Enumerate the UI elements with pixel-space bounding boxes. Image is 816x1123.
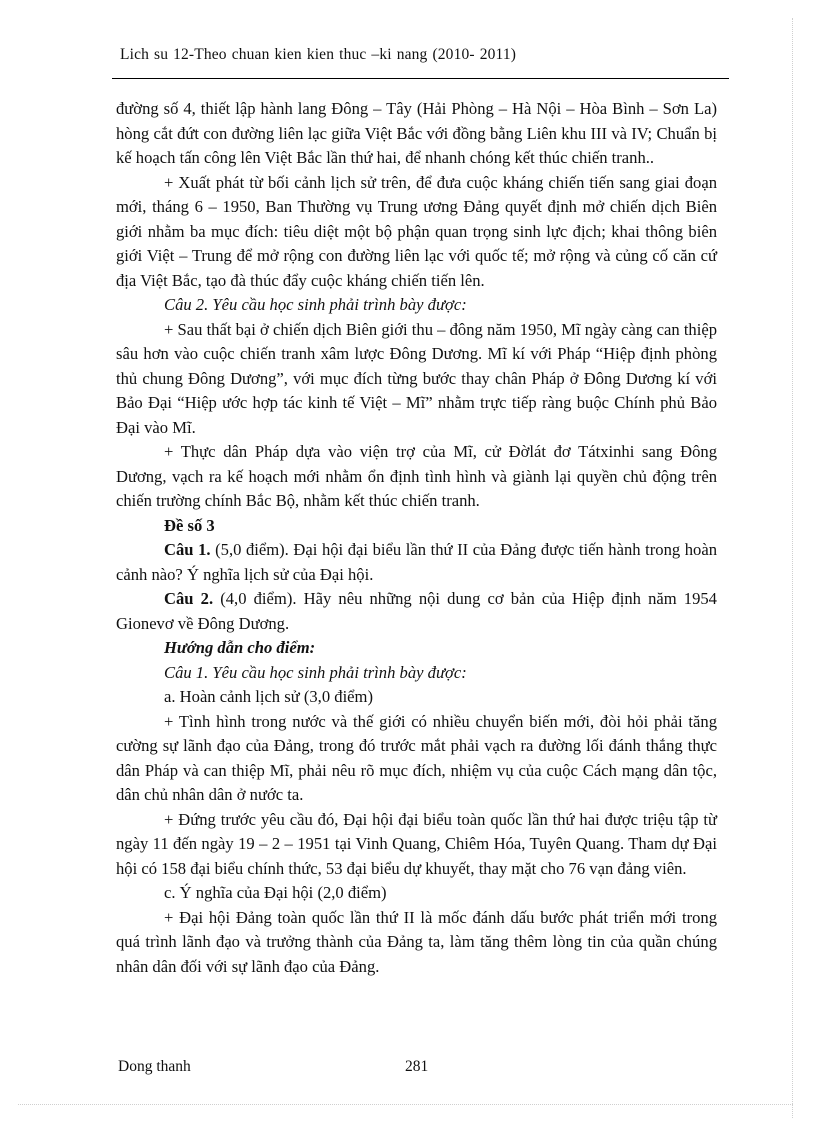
- question-text: (4,0 điểm). Hãy nêu những nội dung cơ bản của Hiệp định năm 1954 Gionevơ về Đông Dương.: [116, 589, 717, 633]
- page-frame-bottom: [18, 1104, 793, 1105]
- exam-3-question-1: [116, 538, 717, 587]
- paragraph-1: đường số 4, thiết lập hành lang Đông – Tây (Hải Phòng – Hà Nội – Hòa Bình – Sơn La) hòng cắt đứt con đường liên lạc giữa Việt Bắc với đồng bằng Liên khu III và IV; Chuẩn bị kế hoạch tấn công lên Việt Bắc lần thứ hai, để nhanh chóng kết thúc chiến tranh..: [116, 99, 717, 167]
- exam-3-heading: Đề số 3: [164, 515, 215, 535]
- question-2-heading: Câu 2. Yêu cầu học sinh phải trình bày được:: [164, 295, 467, 314]
- paragraph-4: + Sau thất bại ở chiến dịch Biên giới thu – đông năm 1950, Mĩ ngày càng can thiệp sâu hơn vào cuộc chiến tranh xâm lược Đông Dương. Mĩ kí với Pháp “Hiệp định phòng thủ chung Đông Dương”, với mục đích từng bước thay chân Pháp ở Đông Dương kí với Bảo Đại “Hiệp ước hợp tác kinh tế Việt – Mĩ” nhằm trực tiếp ràng buộc Chính phủ Bảo Đại vào Mĩ.: [116, 319, 717, 437]
- footer-author: Dong thanh: [118, 1058, 191, 1075]
- paragraph-13: + Đứng trước yêu cầu đó, Đại hội đại biểu toàn quốc lần thứ hai được triệu tập từ ngày 11 đến ngày 19 – 2 – 1951 tại Vinh Quang, Chiêm Hóa, Tuyên Quang. Tham dự Đại hội có 158 đại biểu chính thức, 53 đại biểu dự khuyết, thay mặt cho 76 vạn đảng viên.: [116, 809, 717, 878]
- running-header: Lich su 12-Theo chuan kien kien thuc –ki nang (2010- 2011): [120, 46, 517, 63]
- question-label: Câu 2.: [164, 589, 214, 608]
- paragraph-15: + Đại hội Đảng toàn quốc lần thứ II là mốc đánh dấu bước phát triển mới trong quá trình lãnh đạo và trưởng thành của Đảng ta, làm tăng thêm lòng tin của quần chúng nhân dân đối với sự lãnh đạo của Đảng.: [116, 907, 717, 976]
- question-text: (5,0 điểm). Đại hội đại biểu lần thứ II của Đảng được tiến hành trong hoàn cảnh nào? Ý nghĩa lịch sử của Đại hội.: [116, 540, 718, 584]
- question-1-heading: Câu 1. Yêu cầu học sinh phải trình bày được:: [164, 662, 467, 682]
- page-number: 281: [405, 1058, 429, 1075]
- page-frame-right: [792, 18, 793, 1118]
- section-a-heading: a. Hoàn cảnh lịch sử (3,0 điểm): [164, 687, 373, 706]
- paragraph-2: + Xuất phát từ bối cảnh lịch sử trên, để đưa cuộc kháng chiến tiến sang giai đoạn mới, tháng 6 – 1950, Ban Thường vụ Trung ương Đảng quyết định mở chiến dịch Biên giới nhằm ba mục đích: tiêu diệt một bộ phận quan trọng sinh lực địch; khai thông biên giới Việt – Trung để mở rộng con đường liên lạc với quốc tế; mở rộng và củng cố căn cứ địa Việt Bắc, tạo đà thúc đẩy cuộc kháng chiến tiến lên.: [116, 172, 717, 290]
- page-body: [116, 97, 717, 979]
- question-label: Câu 1.: [164, 540, 211, 559]
- grading-guide-heading: Hướng dẫn cho điểm:: [164, 638, 316, 657]
- exam-3-question-2: [116, 587, 717, 636]
- paragraph-5: + Thực dân Pháp dựa vào viện trợ của Mĩ, cử Đờlát đơ Tátxinhi sang Đông Dương, vạch ra kế hoạch mới nhằm ổn định tình hình và giành lại quyền chủ động trên chiến trường chính Bắc Bộ, nhằm kết thúc chiến tranh.: [116, 442, 717, 510]
- section-c-heading: c. Ý nghĩa của Đại hội (2,0 điểm): [164, 883, 387, 902]
- header-rule: [112, 78, 729, 79]
- paragraph-12: + Tình hình trong nước và thế giới có nhiều chuyển biến mới, đòi hỏi phải tăng cường sự lãnh đạo của Đảng, trong đó trước mắt phải vạch ra đường lối đánh thắng thực dân Pháp và can thiệp Mĩ, phải nêu rõ mục đích, nhiệm vụ của cuộc Cách mạng dân tộc, dân chủ nhân dân ở nước ta.: [116, 711, 717, 804]
